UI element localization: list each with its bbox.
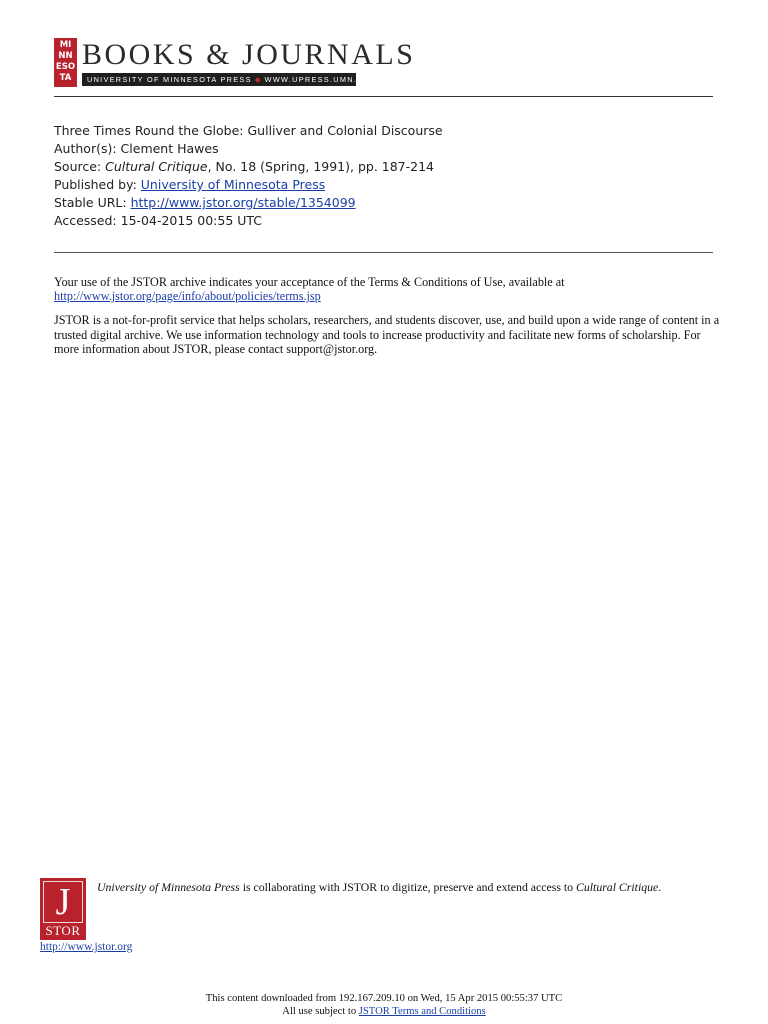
author-row: [54, 140, 443, 158]
download-info: This content downloaded from 192.167.209.10 on Wed, 15 Apr 2015 00:55:37 UTC: [205, 993, 563, 1004]
publisher-label: Published by:: [54, 177, 137, 192]
logo-bar: [82, 73, 377, 86]
collab-journal: Cultural Critique: [576, 880, 659, 894]
badge-line: MI: [59, 40, 72, 50]
terms-text: Your use of the JSTOR archive indicates your acceptance of the Terms & Conditions of Use, available at: [54, 275, 565, 289]
collab-middle: is collaborating with JSTOR to digitize, preserve and extend access to: [239, 880, 576, 894]
logo-bar-left: UNIVERSITY OF MINNESOTA PRESS: [87, 75, 252, 84]
author-label: Author(s):: [54, 141, 117, 156]
publisher-logo: [54, 38, 416, 87]
jstor-description: JSTOR is a not-for-profit service that helps scholars, researchers, and students discover, use, and build upon a wide range of content in a trusted digital archive. We use information technology and tools to increase productivity and facilitate new forms of scholarship. For more information about JSTOR, please contact support@jstor.org.: [54, 313, 720, 356]
jstor-logo[interactable]: [40, 878, 86, 940]
jstor-url-link[interactable]: http://www.jstor.org: [40, 941, 133, 953]
source-row: [54, 158, 443, 176]
collab-publisher: University of Minnesota Press: [97, 880, 240, 894]
stable-url-row: [54, 194, 443, 212]
logo-title: BOOKS & JOURNALS: [82, 38, 416, 71]
accessed-label: Accessed:: [54, 213, 117, 228]
jstor-url-row: [40, 941, 132, 953]
jstor-letter: J: [43, 881, 83, 923]
middle-divider: [54, 252, 713, 253]
minnesota-badge: [54, 38, 77, 87]
logo-bar-right: WWW.UPRESS.UMN.EDU: [264, 75, 377, 84]
article-title: Three Times Round the Globe: Gulliver and Colonial Discourse: [54, 123, 443, 138]
accessed-row: [54, 212, 443, 230]
publisher-link[interactable]: University of Minnesota Press: [140, 177, 326, 192]
terms-paragraph: [54, 275, 724, 303]
jstor-word: STOR: [45, 923, 81, 938]
terms-block: [54, 275, 724, 366]
stable-url-link[interactable]: http://www.jstor.org/stable/1354099: [130, 195, 356, 210]
badge-line: TA: [59, 73, 72, 83]
download-footer: [0, 993, 768, 1018]
citation-block: [54, 122, 443, 230]
footer-terms-row: [0, 1006, 768, 1019]
terms-link[interactable]: http://www.jstor.org/page/info/about/policies/terms.jsp: [54, 289, 321, 304]
source-journal: Cultural Critique: [105, 159, 208, 174]
source-label: Source:: [54, 159, 102, 174]
source-details: , No. 18 (Spring, 1991), pp. 187-214: [207, 159, 435, 174]
diamond-icon: ◆: [254, 75, 262, 84]
badge-line: ESO: [55, 62, 76, 72]
collab-end: .: [658, 880, 662, 894]
stable-url-label: Stable URL:: [54, 195, 127, 210]
accessed-date: 15-04-2015 00:55 UTC: [120, 213, 263, 228]
footer-terms-link[interactable]: JSTOR Terms and Conditions: [358, 1005, 486, 1017]
top-divider: [54, 96, 713, 97]
collaboration-statement: [97, 880, 661, 895]
author-name: Clement Hawes: [120, 141, 219, 156]
footer-terms-prefix: All use subject to: [282, 1005, 359, 1017]
publisher-row: [54, 176, 443, 194]
badge-line: NN: [58, 51, 73, 61]
